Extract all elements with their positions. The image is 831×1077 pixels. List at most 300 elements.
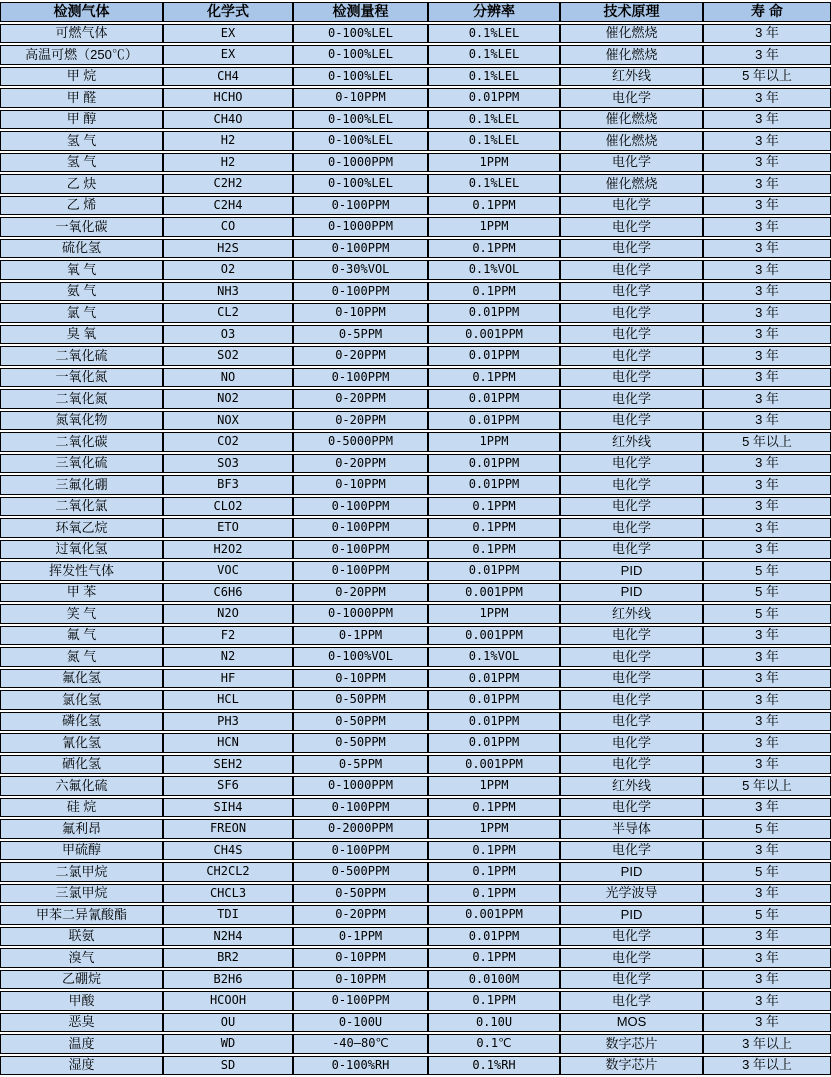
principle-cell: 数字芯片 (560, 1034, 703, 1054)
range-cell: 0-100%LEL (293, 174, 428, 194)
gas-cell: 甲 醛 (0, 88, 163, 108)
table-row (0, 24, 831, 44)
table-row (0, 905, 831, 925)
principle-cell: 数字芯片 (560, 1056, 703, 1076)
range-cell: 0-100PPM (293, 561, 428, 581)
principle-cell: 电化学 (560, 196, 703, 216)
principle-cell: 电化学 (560, 303, 703, 323)
gas-cell: 三氯甲烷 (0, 884, 163, 904)
range-cell: 0-100%LEL (293, 67, 428, 87)
range-cell: 0-100PPM (293, 239, 428, 259)
gas-cell: 恶臭 (0, 1013, 163, 1033)
formula-cell: HF (163, 669, 293, 689)
range-cell: 0-100PPM (293, 196, 428, 216)
range-cell: 0-20PPM (293, 411, 428, 431)
resolution-cell: 0.01PPM (428, 690, 560, 710)
range-cell: -40—80℃ (293, 1034, 428, 1054)
resolution-cell: 0.01PPM (428, 346, 560, 366)
range-cell: 0-100U (293, 1013, 428, 1033)
resolution-cell: 0.1PPM (428, 497, 560, 517)
table-row (0, 991, 831, 1011)
gas-cell: 氮氧化物 (0, 411, 163, 431)
table-row (0, 1034, 831, 1054)
formula-cell: BF3 (163, 475, 293, 495)
range-cell: 0-10PPM (293, 303, 428, 323)
range-cell: 0-1PPM (293, 626, 428, 646)
table-row (0, 239, 831, 259)
formula-cell: NO (163, 368, 293, 388)
gas-cell: 氮 气 (0, 647, 163, 667)
range-cell: 0-20PPM (293, 346, 428, 366)
table-row (0, 475, 831, 495)
resolution-cell: 0.1PPM (428, 798, 560, 818)
resolution-cell: 1PPM (428, 153, 560, 173)
table-row (0, 884, 831, 904)
range-cell: 0-100%LEL (293, 24, 428, 44)
range-cell: 0-20PPM (293, 583, 428, 603)
table-row (0, 110, 831, 130)
range-cell: 0-500PPM (293, 862, 428, 882)
lifespan-cell: 3 年 (703, 174, 831, 194)
principle-cell: PID (560, 583, 703, 603)
formula-cell: TDI (163, 905, 293, 925)
gas-cell: 挥发性气体 (0, 561, 163, 581)
table-row (0, 712, 831, 732)
resolution-cell: 0.1%VOL (428, 647, 560, 667)
lifespan-cell: 3 年 (703, 110, 831, 130)
range-cell: 0-20PPM (293, 454, 428, 474)
resolution-cell: 0.01PPM (428, 561, 560, 581)
table-row (0, 626, 831, 646)
resolution-cell: 0.1PPM (428, 540, 560, 560)
formula-cell: H2O2 (163, 540, 293, 560)
formula-cell: SEH2 (163, 755, 293, 775)
table-row (0, 454, 831, 474)
lifespan-cell: 3 年 (703, 626, 831, 646)
gas-cell: 溴气 (0, 948, 163, 968)
range-cell: 0-10PPM (293, 669, 428, 689)
gas-cell: 硒化氢 (0, 755, 163, 775)
resolution-cell: 0.01PPM (428, 88, 560, 108)
principle-cell: 电化学 (560, 755, 703, 775)
formula-cell: ETO (163, 518, 293, 538)
gas-cell: 二氧化碳 (0, 432, 163, 452)
range-cell: 0-50PPM (293, 712, 428, 732)
table-row (0, 153, 831, 173)
resolution-cell: 0.1%LEL (428, 110, 560, 130)
lifespan-cell: 3 年 (703, 540, 831, 560)
gas-cell: 二氧化硫 (0, 346, 163, 366)
formula-cell: CL2 (163, 303, 293, 323)
table-row (0, 776, 831, 796)
formula-cell: EX (163, 24, 293, 44)
gas-cell: 氟 气 (0, 626, 163, 646)
resolution-cell: 0.1PPM (428, 841, 560, 861)
formula-cell: B2H6 (163, 970, 293, 990)
principle-cell: 电化学 (560, 389, 703, 409)
resolution-cell: 0.1%VOL (428, 260, 560, 280)
range-cell: 0-5PPM (293, 755, 428, 775)
resolution-cell: 0.01PPM (428, 669, 560, 689)
gas-cell: 六氟化硫 (0, 776, 163, 796)
col-header-resolution: 分辨率 (428, 2, 560, 22)
principle-cell: 电化学 (560, 733, 703, 753)
table-row (0, 647, 831, 667)
resolution-cell: 0.1%LEL (428, 67, 560, 87)
gas-cell: 高温可燃（250℃） (0, 45, 163, 65)
col-header-principle: 技术原理 (560, 2, 703, 22)
principle-cell: 电化学 (560, 690, 703, 710)
lifespan-cell: 3 年 (703, 475, 831, 495)
lifespan-cell: 3 年 (703, 884, 831, 904)
table-row (0, 733, 831, 753)
formula-cell: HCHO (163, 88, 293, 108)
resolution-cell: 0.1PPM (428, 239, 560, 259)
gas-cell: 氨 气 (0, 282, 163, 302)
table-row (0, 690, 831, 710)
resolution-cell: 1PPM (428, 819, 560, 839)
range-cell: 0-100%LEL (293, 110, 428, 130)
formula-cell: CO (163, 217, 293, 237)
gas-cell: 联氨 (0, 927, 163, 947)
principle-cell: 电化学 (560, 217, 703, 237)
principle-cell: 半导体 (560, 819, 703, 839)
resolution-cell: 0.1%LEL (428, 174, 560, 194)
gas-cell: 三氧化硫 (0, 454, 163, 474)
principle-cell: 电化学 (560, 411, 703, 431)
resolution-cell: 0.001PPM (428, 755, 560, 775)
formula-cell: CO2 (163, 432, 293, 452)
lifespan-cell: 5 年 (703, 604, 831, 624)
principle-cell: 红外线 (560, 432, 703, 452)
table-row (0, 798, 831, 818)
range-cell: 0-1000PPM (293, 217, 428, 237)
resolution-cell: 0.001PPM (428, 626, 560, 646)
formula-cell: C2H4 (163, 196, 293, 216)
table-row (0, 497, 831, 517)
range-cell: 0-10PPM (293, 475, 428, 495)
formula-cell: SIH4 (163, 798, 293, 818)
resolution-cell: 0.1PPM (428, 948, 560, 968)
table-row (0, 927, 831, 947)
gas-cell: 甲 苯 (0, 583, 163, 603)
table-row (0, 368, 831, 388)
table-row (0, 583, 831, 603)
lifespan-cell: 3 年 (703, 497, 831, 517)
resolution-cell: 0.1%LEL (428, 45, 560, 65)
principle-cell: 电化学 (560, 970, 703, 990)
lifespan-cell: 3 年 (703, 131, 831, 151)
range-cell: 0-30%VOL (293, 260, 428, 280)
principle-cell: 电化学 (560, 798, 703, 818)
range-cell: 0-100%LEL (293, 45, 428, 65)
principle-cell: 电化学 (560, 669, 703, 689)
lifespan-cell: 3 年 (703, 303, 831, 323)
principle-cell: PID (560, 862, 703, 882)
gas-cell: 磷化氢 (0, 712, 163, 732)
formula-cell: NH3 (163, 282, 293, 302)
formula-cell: BR2 (163, 948, 293, 968)
lifespan-cell: 3 年 (703, 45, 831, 65)
gas-cell: 甲 烷 (0, 67, 163, 87)
principle-cell: 电化学 (560, 454, 703, 474)
gas-cell: 乙 烯 (0, 196, 163, 216)
resolution-cell: 0.1PPM (428, 884, 560, 904)
resolution-cell: 0.1PPM (428, 518, 560, 538)
resolution-cell: 0.01PPM (428, 733, 560, 753)
formula-cell: OU (163, 1013, 293, 1033)
lifespan-cell: 5 年以上 (703, 67, 831, 87)
formula-cell: N2O (163, 604, 293, 624)
gas-cell: 甲苯二异氰酸酯 (0, 905, 163, 925)
range-cell: 0-100PPM (293, 991, 428, 1011)
gas-cell: 一氧化氮 (0, 368, 163, 388)
resolution-cell: 0.01PPM (428, 927, 560, 947)
resolution-cell: 0.1PPM (428, 991, 560, 1011)
table-row (0, 669, 831, 689)
resolution-cell: 0.001PPM (428, 583, 560, 603)
resolution-cell: 0.1%LEL (428, 24, 560, 44)
principle-cell: 红外线 (560, 604, 703, 624)
formula-cell: NOX (163, 411, 293, 431)
range-cell: 0-100PPM (293, 497, 428, 517)
lifespan-cell: 3 年 (703, 454, 831, 474)
resolution-cell: 1PPM (428, 604, 560, 624)
principle-cell: 电化学 (560, 282, 703, 302)
lifespan-cell: 3 年 (703, 88, 831, 108)
principle-cell: 电化学 (560, 712, 703, 732)
lifespan-cell: 3 年 (703, 24, 831, 44)
principle-cell: 电化学 (560, 540, 703, 560)
gas-cell: 硅 烷 (0, 798, 163, 818)
lifespan-cell: 3 年以上 (703, 1034, 831, 1054)
range-cell: 0-1000PPM (293, 776, 428, 796)
principle-cell: 红外线 (560, 67, 703, 87)
formula-cell: N2 (163, 647, 293, 667)
lifespan-cell: 3 年 (703, 217, 831, 237)
lifespan-cell: 3 年 (703, 325, 831, 345)
range-cell: 0-100%LEL (293, 131, 428, 151)
col-header-lifespan: 寿 命 (703, 2, 831, 22)
gas-cell: 湿度 (0, 1056, 163, 1076)
gas-cell: 氯化氢 (0, 690, 163, 710)
table-row (0, 88, 831, 108)
principle-cell: 催化燃烧 (560, 24, 703, 44)
range-cell: 0-100PPM (293, 540, 428, 560)
range-cell: 0-100PPM (293, 282, 428, 302)
lifespan-cell: 3 年 (703, 389, 831, 409)
formula-cell: HCL (163, 690, 293, 710)
formula-cell: CH4O (163, 110, 293, 130)
lifespan-cell: 3 年 (703, 346, 831, 366)
lifespan-cell: 3 年 (703, 927, 831, 947)
formula-cell: H2S (163, 239, 293, 259)
table-row (0, 389, 831, 409)
range-cell: 0-1000PPM (293, 604, 428, 624)
range-cell: 0-50PPM (293, 690, 428, 710)
lifespan-cell: 3 年 (703, 970, 831, 990)
gas-cell: 二氧化氮 (0, 389, 163, 409)
lifespan-cell: 5 年 (703, 583, 831, 603)
principle-cell: PID (560, 905, 703, 925)
formula-cell: CLO2 (163, 497, 293, 517)
col-header-formula: 化学式 (163, 2, 293, 22)
formula-cell: SF6 (163, 776, 293, 796)
table-row (0, 45, 831, 65)
lifespan-cell: 3 年 (703, 669, 831, 689)
formula-cell: NO2 (163, 389, 293, 409)
formula-cell: O3 (163, 325, 293, 345)
resolution-cell: 0.1PPM (428, 862, 560, 882)
table-row (0, 260, 831, 280)
principle-cell: 电化学 (560, 948, 703, 968)
range-cell: 0-10PPM (293, 88, 428, 108)
formula-cell: C2H2 (163, 174, 293, 194)
formula-cell: SD (163, 1056, 293, 1076)
formula-cell: SO3 (163, 454, 293, 474)
range-cell: 0-100PPM (293, 841, 428, 861)
table-row (0, 948, 831, 968)
lifespan-cell: 3 年 (703, 841, 831, 861)
formula-cell: CH4 (163, 67, 293, 87)
lifespan-cell: 3 年 (703, 755, 831, 775)
gas-cell: 甲 醇 (0, 110, 163, 130)
principle-cell: 电化学 (560, 260, 703, 280)
range-cell: 0-20PPM (293, 905, 428, 925)
range-cell: 0-100PPM (293, 518, 428, 538)
resolution-cell: 0.01PPM (428, 303, 560, 323)
lifespan-cell: 5 年以上 (703, 776, 831, 796)
col-header-gas: 检测气体 (0, 2, 163, 22)
lifespan-cell: 3 年 (703, 260, 831, 280)
formula-cell: HCN (163, 733, 293, 753)
lifespan-cell: 3 年 (703, 798, 831, 818)
resolution-cell: 0.10U (428, 1013, 560, 1033)
principle-cell: MOS (560, 1013, 703, 1033)
principle-cell: 电化学 (560, 346, 703, 366)
lifespan-cell: 5 年以上 (703, 432, 831, 452)
principle-cell: 光学波导 (560, 884, 703, 904)
table-row (0, 1013, 831, 1033)
range-cell: 0-100%VOL (293, 647, 428, 667)
lifespan-cell: 3 年 (703, 733, 831, 753)
table-row (0, 540, 831, 560)
lifespan-cell: 3 年 (703, 991, 831, 1011)
table-row (0, 346, 831, 366)
gas-cell: 氧 气 (0, 260, 163, 280)
gas-cell: 一氧化碳 (0, 217, 163, 237)
gas-cell: 甲酸 (0, 991, 163, 1011)
resolution-cell: 1PPM (428, 432, 560, 452)
formula-cell: HCOOH (163, 991, 293, 1011)
gas-cell: 二氧化氯 (0, 497, 163, 517)
gas-cell: 温度 (0, 1034, 163, 1054)
table-row (0, 411, 831, 431)
resolution-cell: 0.1%LEL (428, 131, 560, 151)
lifespan-cell: 5 年 (703, 561, 831, 581)
table-row (0, 196, 831, 216)
table-row (0, 131, 831, 151)
table-row (0, 325, 831, 345)
lifespan-cell: 5 年 (703, 905, 831, 925)
resolution-cell: 0.1PPM (428, 196, 560, 216)
table-row (0, 67, 831, 87)
table-header-row (0, 2, 831, 22)
principle-cell: 电化学 (560, 626, 703, 646)
table-row (0, 217, 831, 237)
gas-cell: 三氟化硼 (0, 475, 163, 495)
resolution-cell: 0.01PPM (428, 475, 560, 495)
principle-cell: 红外线 (560, 776, 703, 796)
resolution-cell: 0.01PPM (428, 389, 560, 409)
range-cell: 0-100%RH (293, 1056, 428, 1076)
gas-cell: 可燃气体 (0, 24, 163, 44)
lifespan-cell: 3 年 (703, 239, 831, 259)
gas-cell: 氟利昂 (0, 819, 163, 839)
formula-cell: H2 (163, 131, 293, 151)
principle-cell: 电化学 (560, 475, 703, 495)
resolution-cell: 0.1%RH (428, 1056, 560, 1076)
table-row (0, 755, 831, 775)
resolution-cell: 0.01PPM (428, 454, 560, 474)
principle-cell: 电化学 (560, 153, 703, 173)
formula-cell: PH3 (163, 712, 293, 732)
lifespan-cell: 3 年 (703, 518, 831, 538)
gas-cell: 氢 气 (0, 131, 163, 151)
principle-cell: 电化学 (560, 647, 703, 667)
gas-cell: 过氧化氢 (0, 540, 163, 560)
formula-cell: O2 (163, 260, 293, 280)
gas-cell: 氟化氢 (0, 669, 163, 689)
resolution-cell: 0.1PPM (428, 368, 560, 388)
formula-cell: CHCL3 (163, 884, 293, 904)
range-cell: 0-100PPM (293, 368, 428, 388)
resolution-cell: 0.01PPM (428, 411, 560, 431)
table-row (0, 303, 831, 323)
gas-cell: 氢 气 (0, 153, 163, 173)
principle-cell: 催化燃烧 (560, 174, 703, 194)
lifespan-cell: 3 年 (703, 153, 831, 173)
formula-cell: H2 (163, 153, 293, 173)
resolution-cell: 1PPM (428, 217, 560, 237)
principle-cell: 电化学 (560, 518, 703, 538)
lifespan-cell: 3 年 (703, 1013, 831, 1033)
range-cell: 0-10PPM (293, 948, 428, 968)
formula-cell: F2 (163, 626, 293, 646)
gas-cell: 甲硫醇 (0, 841, 163, 861)
range-cell: 0-5PPM (293, 325, 428, 345)
lifespan-cell: 3 年 (703, 712, 831, 732)
formula-cell: C6H6 (163, 583, 293, 603)
gas-cell: 臭 氧 (0, 325, 163, 345)
range-cell: 0-10PPM (293, 970, 428, 990)
lifespan-cell: 3 年 (703, 196, 831, 216)
lifespan-cell: 5 年 (703, 819, 831, 839)
col-header-range: 检测量程 (293, 2, 428, 22)
gas-cell: 环氧乙烷 (0, 518, 163, 538)
formula-cell: N2H4 (163, 927, 293, 947)
gas-cell: 氯 气 (0, 303, 163, 323)
resolution-cell: 0.1PPM (428, 282, 560, 302)
range-cell: 0-5000PPM (293, 432, 428, 452)
gas-cell: 乙 炔 (0, 174, 163, 194)
resolution-cell: 0.001PPM (428, 905, 560, 925)
principle-cell: 电化学 (560, 239, 703, 259)
lifespan-cell: 3 年 (703, 368, 831, 388)
resolution-cell: 0.01PPM (428, 712, 560, 732)
principle-cell: 电化学 (560, 88, 703, 108)
lifespan-cell: 3 年 (703, 647, 831, 667)
